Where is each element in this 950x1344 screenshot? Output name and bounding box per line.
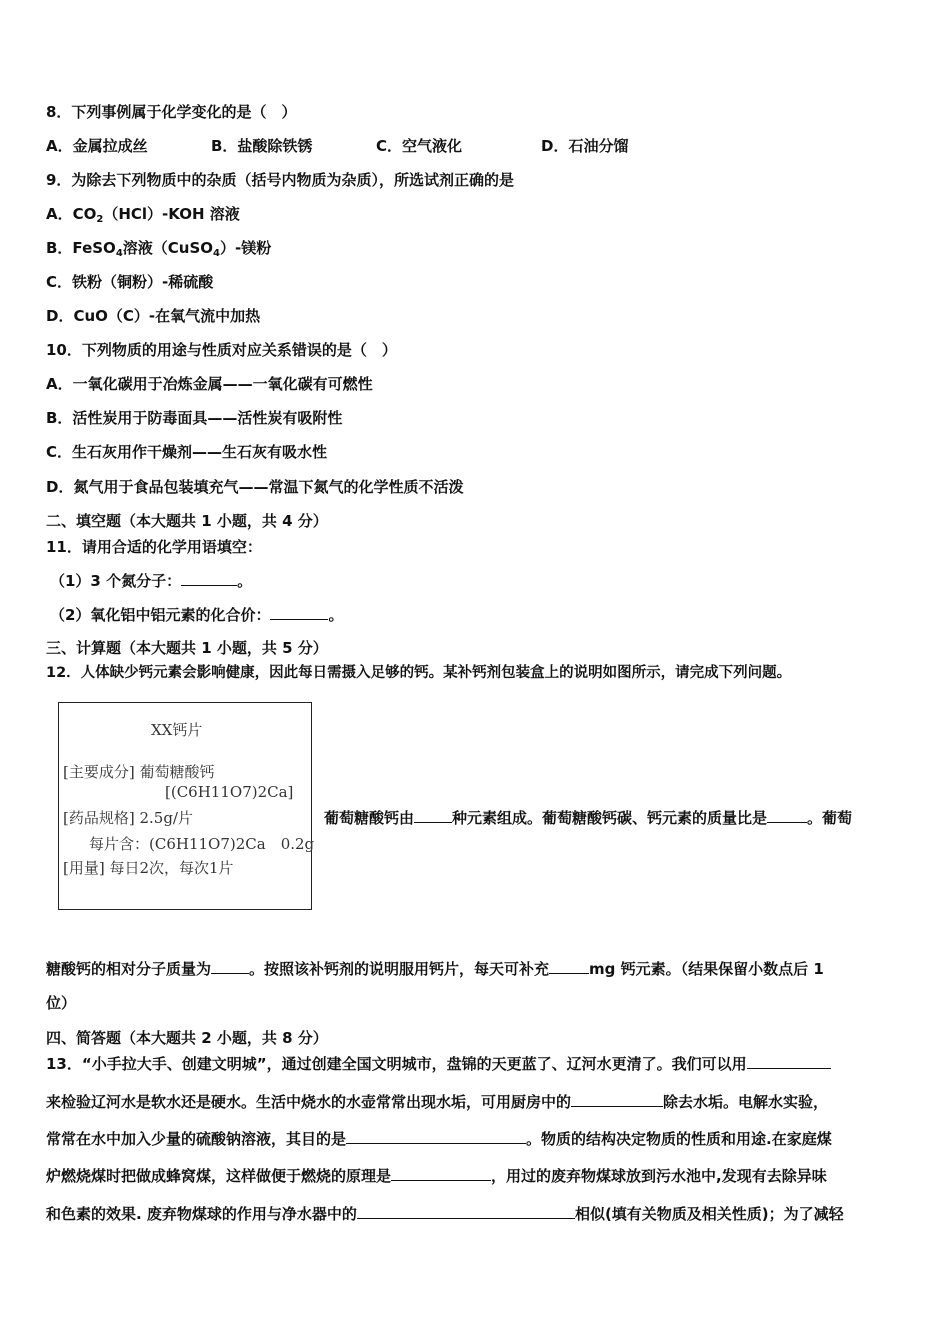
answer-blank[interactable] bbox=[391, 1165, 491, 1181]
q13-line-1: 13．“小手拉大手、创建文明城”，通过创建全国文明城市，盘锦的天更蓝了、辽河水更清了。我们可以用 bbox=[46, 1053, 831, 1074]
q8-option-b: B．盐酸除铁锈 bbox=[211, 137, 313, 155]
q13-line-3: 常常在水中加入少量的硫酸钠溶液，其目的是 。物质的结构决定物质的性质和用途.在家庭煤 bbox=[46, 1130, 832, 1148]
q13-line-4: 炉燃烧煤时把做成蜂窝煤，这样做便于燃烧的原理是 ，用过的废弃物煤球放到污水池中,发现有去除异味 bbox=[46, 1167, 827, 1185]
answer-blank[interactable] bbox=[414, 807, 452, 823]
q12-question-line-1: 葡萄糖酸钙由 种元素组成。葡萄糖酸钙碳、钙元素的质量比是 。葡萄 bbox=[324, 809, 853, 827]
q12-question-line-3: 位） bbox=[46, 994, 77, 1012]
answer-blank[interactable] bbox=[549, 958, 589, 974]
supplement-label-box bbox=[58, 702, 315, 910]
q9-option-d: D．CuO（C）-在氧气流中加热 bbox=[46, 307, 261, 325]
q8-option-c: C．空气液化 bbox=[376, 137, 463, 155]
q12-question-line-2: 糖酸钙的相对分子质量为 。按照该补钙剂的说明服用钙片，每天可补充 mg 钙元素。（结果保留小数点后 1 bbox=[46, 960, 824, 978]
q13-line-5: 和色素的效果. 废弃物煤球的作用与净水器中的 相似(填有关物质及相关性质)；为了减轻 bbox=[46, 1205, 844, 1223]
q8-option-d: D．石油分馏 bbox=[541, 137, 629, 155]
answer-blank[interactable] bbox=[346, 1128, 526, 1144]
q11-stem: 11．请用合适的化学用语填空： bbox=[46, 538, 262, 556]
answer-blank[interactable] bbox=[270, 604, 328, 620]
q10-stem: 10．下列物质的用途与性质对应关系错误的是（ ） bbox=[46, 341, 397, 359]
q8-options bbox=[46, 136, 628, 156]
q11-part-1: （1）3 个氮分子： 。 bbox=[50, 572, 253, 590]
q9-option-c: C．铁粉（铜粉）-稀硫酸 bbox=[46, 273, 214, 291]
label-spec: [药品规格] 2.5g/片 bbox=[63, 809, 193, 827]
q9-option-a: A．$CO_2(HCl)$-KOH 溶液 bbox=[46, 205, 240, 225]
q9-stem: 9．为除去下列物质中的杂质（括号内物质为杂质），所选试剂正确的是 bbox=[46, 171, 514, 189]
label-title: XX钙片 bbox=[151, 721, 203, 739]
label-formula: [(C6H11O7)2Ca] bbox=[165, 783, 294, 801]
q10-option-d: D．氮气用于食品包装填充气——常温下氮气的化学性质不活泼 bbox=[46, 478, 464, 496]
q10-option-b: B．活性炭用于防毒面具——活性炭有吸附性 bbox=[46, 409, 343, 427]
answer-blank[interactable] bbox=[571, 1091, 663, 1107]
section-heading-short-answer: 四、简答题（本大题共 2 小题，共 8 分） bbox=[46, 1029, 328, 1047]
q11-part-2: （2）氧化铝中铝元素的化合价： 。 bbox=[50, 606, 344, 624]
section-heading-fill-in: 二、填空题（本大题共 1 小题，共 4 分） bbox=[46, 512, 328, 530]
q12-stem: 12．人体缺少钙元素会影响健康，因此每日需摄入足够的钙。某补钙剂包装盒上的说明如图所示，请完成下列问题。 bbox=[46, 665, 792, 681]
q13-line-2: 来检验辽河水是软水还是硬水。生活中烧水的水壶常常出现水垢，可用厨房中的 除去水垢。电解水实验， bbox=[46, 1093, 829, 1111]
label-content: 每片含：(C6H11O7)2Ca 0.2g bbox=[89, 835, 315, 853]
answer-blank[interactable] bbox=[181, 570, 237, 586]
q8-option-a: A．金属拉成丝 bbox=[46, 137, 148, 155]
q10-option-a: A．一氧化碳用于冶炼金属——一氧化碳有可燃性 bbox=[46, 375, 373, 393]
answer-blank[interactable] bbox=[357, 1203, 575, 1219]
label-ingredient: [主要成分] 葡萄糖酸钙 bbox=[63, 763, 215, 781]
q9-option-b: B．FeSO$_4$溶液（CuSO$_4$）-镁粉 bbox=[46, 239, 272, 259]
answer-blank[interactable] bbox=[211, 958, 249, 974]
answer-blank[interactable] bbox=[747, 1053, 831, 1069]
q8-stem: 8．下列事例属于化学变化的是（ ） bbox=[46, 103, 297, 121]
label-dose: [用量] 每日2次，每次1片 bbox=[63, 859, 234, 877]
q10-option-c: C．生石灰用作干燥剂——生石灰有吸水性 bbox=[46, 443, 328, 461]
section-heading-calculation: 三、计算题（本大题共 1 小题，共 5 分） bbox=[46, 639, 328, 657]
answer-blank[interactable] bbox=[767, 807, 807, 823]
